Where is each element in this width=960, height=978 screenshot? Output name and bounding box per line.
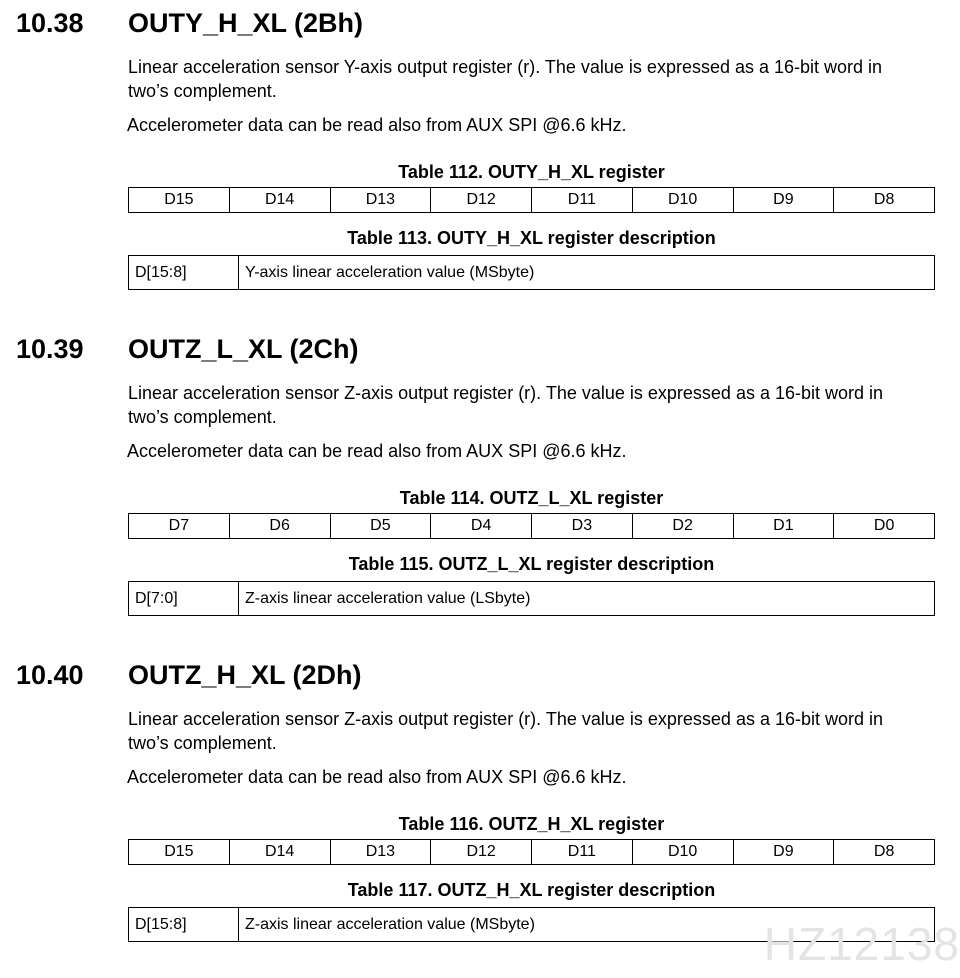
bit-cell: D11 — [532, 840, 633, 865]
bit-cell: D5 — [330, 514, 431, 539]
section-note: Accelerometer data can be read also from AUX SPI @6.6 kHz. — [127, 767, 627, 787]
register-table-caption: Table 112. OUTY_H_XL register — [398, 162, 665, 182]
field-name-cell: D[15:8] — [129, 908, 239, 942]
register-bit-table — [128, 187, 935, 213]
section-note: Accelerometer data can be read also from AUX SPI @6.6 kHz. — [127, 441, 627, 461]
register-section — [0, 0, 960, 326]
bit-cell: D8 — [834, 188, 935, 213]
bit-cell: D15 — [129, 840, 230, 865]
bit-cell: D6 — [229, 514, 330, 539]
register-description-table — [128, 581, 935, 616]
bit-cell: D4 — [431, 514, 532, 539]
bit-cell: D0 — [834, 514, 935, 539]
section-title: OUTZ_H_XL (2Dh) — [128, 660, 362, 690]
bit-cell: D10 — [632, 188, 733, 213]
bit-cell: D10 — [632, 840, 733, 865]
register-bit-table — [128, 839, 935, 865]
bit-cell: D7 — [129, 514, 230, 539]
bit-cell: D8 — [834, 840, 935, 865]
section-description: Linear acceleration sensor Z-axis output register (r). The value is expressed as a 16-bit word in two’s complement. — [128, 383, 884, 427]
section-note: Accelerometer data can be read also from AUX SPI @6.6 kHz. — [127, 115, 627, 135]
field-description-cell: Y-axis linear acceleration value (MSbyte) — [239, 256, 935, 290]
bit-cell: D9 — [733, 188, 834, 213]
description-table-caption: Table 115. OUTZ_L_XL register description — [348, 554, 715, 574]
description-table-caption: Table 113. OUTY_H_XL register description — [347, 228, 716, 248]
field-name-cell: D[7:0] — [129, 582, 239, 616]
section-title: OUTZ_L_XL (2Ch) — [128, 334, 359, 364]
bit-cell: D14 — [229, 840, 330, 865]
watermark: HZ12138 — [763, 918, 960, 970]
bit-cell: D12 — [431, 188, 532, 213]
bit-cell: D14 — [229, 188, 330, 213]
bit-cell: D3 — [532, 514, 633, 539]
field-description-cell: Z-axis linear acceleration value (MSbyte) — [239, 908, 935, 942]
section-number: 10.39 — [16, 334, 84, 364]
section-number: 10.40 — [16, 660, 84, 690]
section-description: Linear acceleration sensor Z-axis output register (r). The value is expressed as a 16-bit word in two’s complement. — [128, 709, 884, 753]
description-table-caption: Table 117. OUTZ_H_XL register description — [347, 880, 716, 900]
register-bit-table — [128, 513, 935, 539]
register-description-table — [128, 255, 935, 290]
bit-cell: D1 — [733, 514, 834, 539]
bit-cell: D13 — [330, 188, 431, 213]
field-description-cell: Z-axis linear acceleration value (LSbyte) — [239, 582, 935, 616]
bit-cell: D2 — [632, 514, 733, 539]
bit-cell: D9 — [733, 840, 834, 865]
register-table-caption: Table 114. OUTZ_L_XL register — [399, 488, 664, 508]
bit-cell: D13 — [330, 840, 431, 865]
register-section — [0, 326, 960, 652]
section-description: Linear acceleration sensor Y-axis output register (r). The value is expressed as a 16-bit word in two’s complement. — [128, 57, 883, 101]
field-name-cell: D[15:8] — [129, 256, 239, 290]
bit-cell: D12 — [431, 840, 532, 865]
section-number: 10.38 — [16, 8, 84, 38]
register-table-caption: Table 116. OUTZ_H_XL register — [398, 814, 665, 834]
bit-cell: D15 — [129, 188, 230, 213]
bit-cell: D11 — [532, 188, 633, 213]
section-title: OUTY_H_XL (2Bh) — [128, 8, 364, 38]
